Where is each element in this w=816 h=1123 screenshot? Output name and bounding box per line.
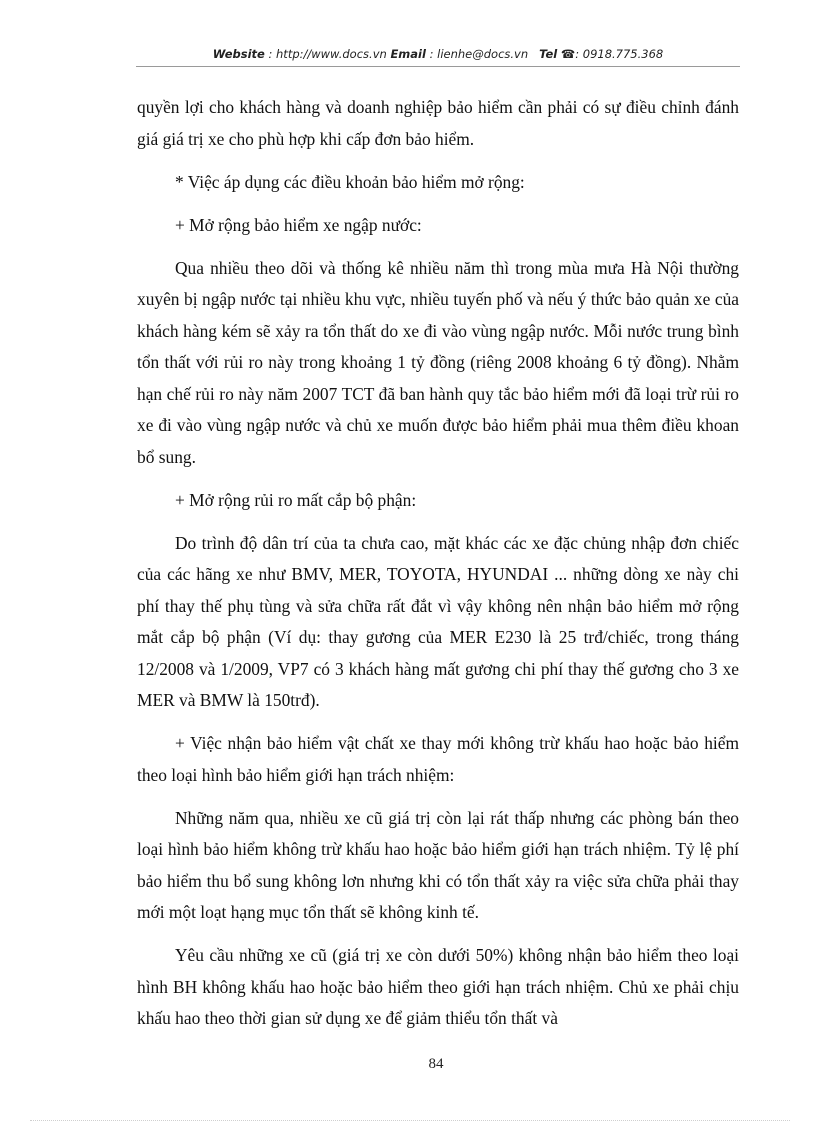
footer-divider: [30, 1120, 790, 1121]
website-separator: :: [264, 47, 277, 61]
paragraph-flood-coverage: Qua nhiều theo dõi và thống kê nhiều năm thì trong mùa mưa Hà Nội thường xuyên bị ngập nước tại nhiều khu vực, nhiều tuyến phố và nếu ý thức bảo quản xe của khách hàng kém sẽ xảy ra tổn thất do xe đi vào vùng ngập nước. Mỗi nước trung bình tổn thất với rủi ro này trong khoảng 1 tỷ đồng (riêng 2008 khoảng 6 tỷ đồng). Nhằm hạn chế rủi ro này năm 2007 TCT đã ban hành quy tắc bảo hiểm mới đã loại trừ rủi ro xe đi vào vùng ngập nước và chủ xe muốn được bảo hiểm phải mua thêm điều khoan bổ sung.: [137, 257, 739, 467]
paragraph-requirements: Yêu cầu những xe cũ (giá trị xe còn dưới 50%) không nhận bảo hiểm theo loại hình BH không khấu hao hoặc bảo hiểm theo giới hạn trách nhiệm. Chủ xe phải chịu khấu hao theo thời gian sử dụng xe để giảm thiểu tổn thất và: [137, 945, 739, 1028]
page-number: 84: [428, 1056, 444, 1072]
tel-label: Tel: [539, 47, 558, 61]
paragraph-part-theft: Do trình độ dân trí của ta chưa cao, mặt khác các xe đặc chủng nhập đơn chiếc của các hãng xe như BMV, MER, TOYOTA, HYUNDAI ... những dòng xe này chi phí thay thế phụ tùng và sửa chữa rất đắt vì vậy không nên nhận bảo hiểm mở rộng mắt cắp bộ phận (Ví dụ: thay gương của MER E230 là 25 trđ/chiếc, trong tháng 12/2008 và 1/2009, VP7 có 3 khách hàng mất gương chi phí thay thế gương cho 3 xe MER và BMW là 150trđ).: [137, 532, 739, 710]
email-address: lienhe@docs.vn: [437, 47, 529, 61]
subheading-new-replacement: + Việc nhận bảo hiểm vật chất xe thay mới không trừ khấu hao hoặc bảo hiểm theo loại hình bảo hiểm giới hạn trách nhiệm:: [137, 733, 739, 785]
section-heading-extended-clauses: * Việc áp dụng các điều khoản bảo hiểm mở rộng:: [175, 171, 525, 192]
header-divider: [136, 66, 740, 67]
phone-icon: ☎: [560, 47, 576, 61]
website-url: http://www.docs.vn: [276, 47, 387, 61]
paragraph-old-vehicles: Những năm qua, nhiều xe cũ giá trị còn lại rát thấp nhưng các phòng bán theo loại hình bảo hiểm không trừ khấu hao hoặc bảo hiểm giới hạn trách nhiệm. Tỷ lệ phí bảo hiểm thu bổ sung không lơn nhưng khi có tổn thất xảy ra việc sửa chữa phải thay mới một loạt hạng mục tổn thất sẽ không kinh tế.: [137, 807, 739, 922]
paragraph-continuation: quyền lợi cho khách hàng và doanh nghiệp bảo hiểm cần phải có sự điều chỉnh đánh giá giá trị xe cho phù hợp khi cấp đơn bảo hiểm.: [137, 97, 739, 149]
document-body: [137, 92, 739, 1046]
subheading-part-theft: + Mở rộng rủi ro mất cắp bộ phận:: [175, 489, 417, 510]
email-separator: :: [425, 47, 438, 61]
subheading-flood-coverage: + Mở rộng bảo hiểm xe ngập nước:: [175, 214, 422, 235]
email-label: Email: [390, 47, 426, 61]
page-header: [136, 47, 740, 61]
website-label: Website: [212, 47, 265, 61]
tel-number: : 0918.775.368: [575, 47, 664, 61]
